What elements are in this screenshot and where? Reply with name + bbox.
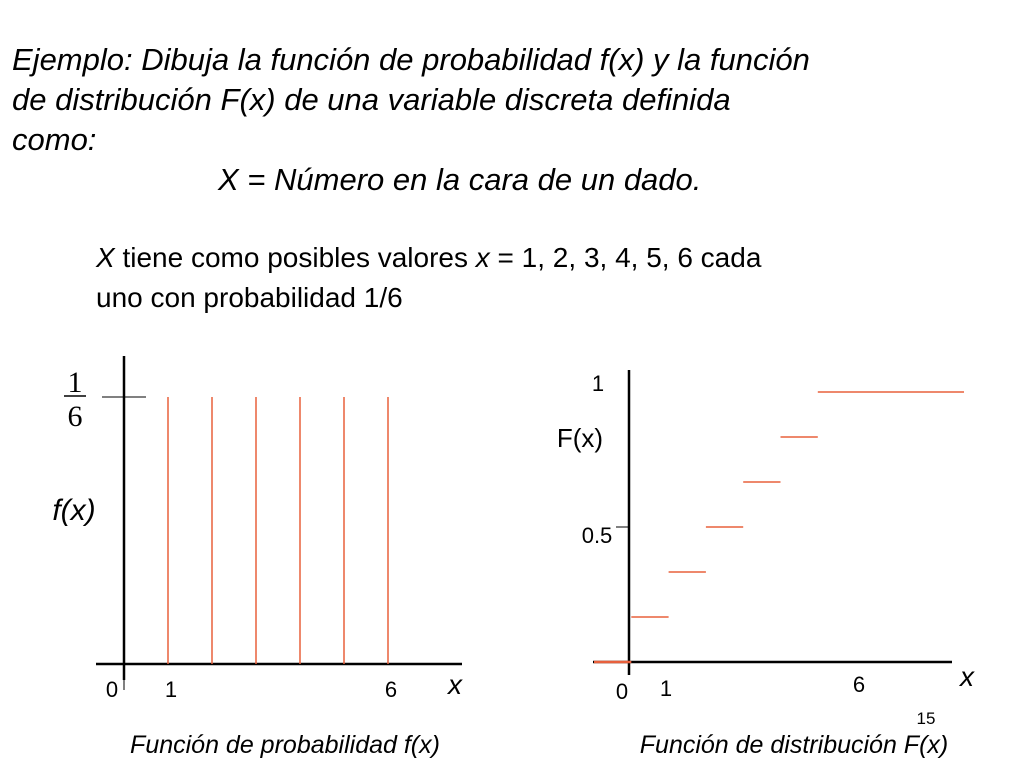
title-line-4: X = Número en la cara de un dado. [218, 162, 702, 197]
intro-var: X [96, 242, 115, 273]
cdf-caption: Función de distribución F(x) [639, 731, 949, 759]
cdf-chart [557, 370, 975, 704]
cdf-ylabel: F(x) [556, 423, 604, 453]
pmf-xtick-1: 1 [164, 677, 178, 702]
pmf-xlabel: x [448, 669, 462, 700]
title-line-3: como: [12, 122, 97, 157]
title-line-2: de distribución F(x) de una variable discreta definida [12, 82, 731, 117]
pmf-ylabel: f(x) [52, 494, 96, 527]
title-line-1: Ejemplo: Dibuja la función de probabilidad f(x) y la función [12, 42, 810, 77]
intro-text-1: tiene como posibles valores [114, 242, 476, 273]
pmf-ytick-den: 6 [67, 400, 83, 433]
cdf-ytick-half: 0.5 [581, 523, 613, 548]
intro-text-2: = 1, 2, 3, 4, 5, 6 cada [489, 242, 762, 273]
pmf-xtick-0: 0 [105, 677, 119, 702]
cdf-xtick-6: 6 [852, 672, 866, 697]
cdf-xtick-0: 0 [615, 679, 629, 704]
cdf-ytick-1: 1 [591, 371, 605, 396]
intro-line-2: uno con probabilidad 1/6 [96, 282, 403, 313]
pmf-ytick-num: 1 [67, 366, 83, 399]
pmf-chart [52, 356, 463, 702]
pmf-caption: Función de probabilidad f(x) [130, 731, 440, 759]
cdf-xtick-1: 1 [659, 676, 673, 701]
intro-x: x [475, 242, 490, 273]
page-number: 15 [916, 709, 936, 728]
pmf-xtick-6: 6 [384, 677, 398, 702]
cdf-xlabel: x [960, 661, 974, 692]
